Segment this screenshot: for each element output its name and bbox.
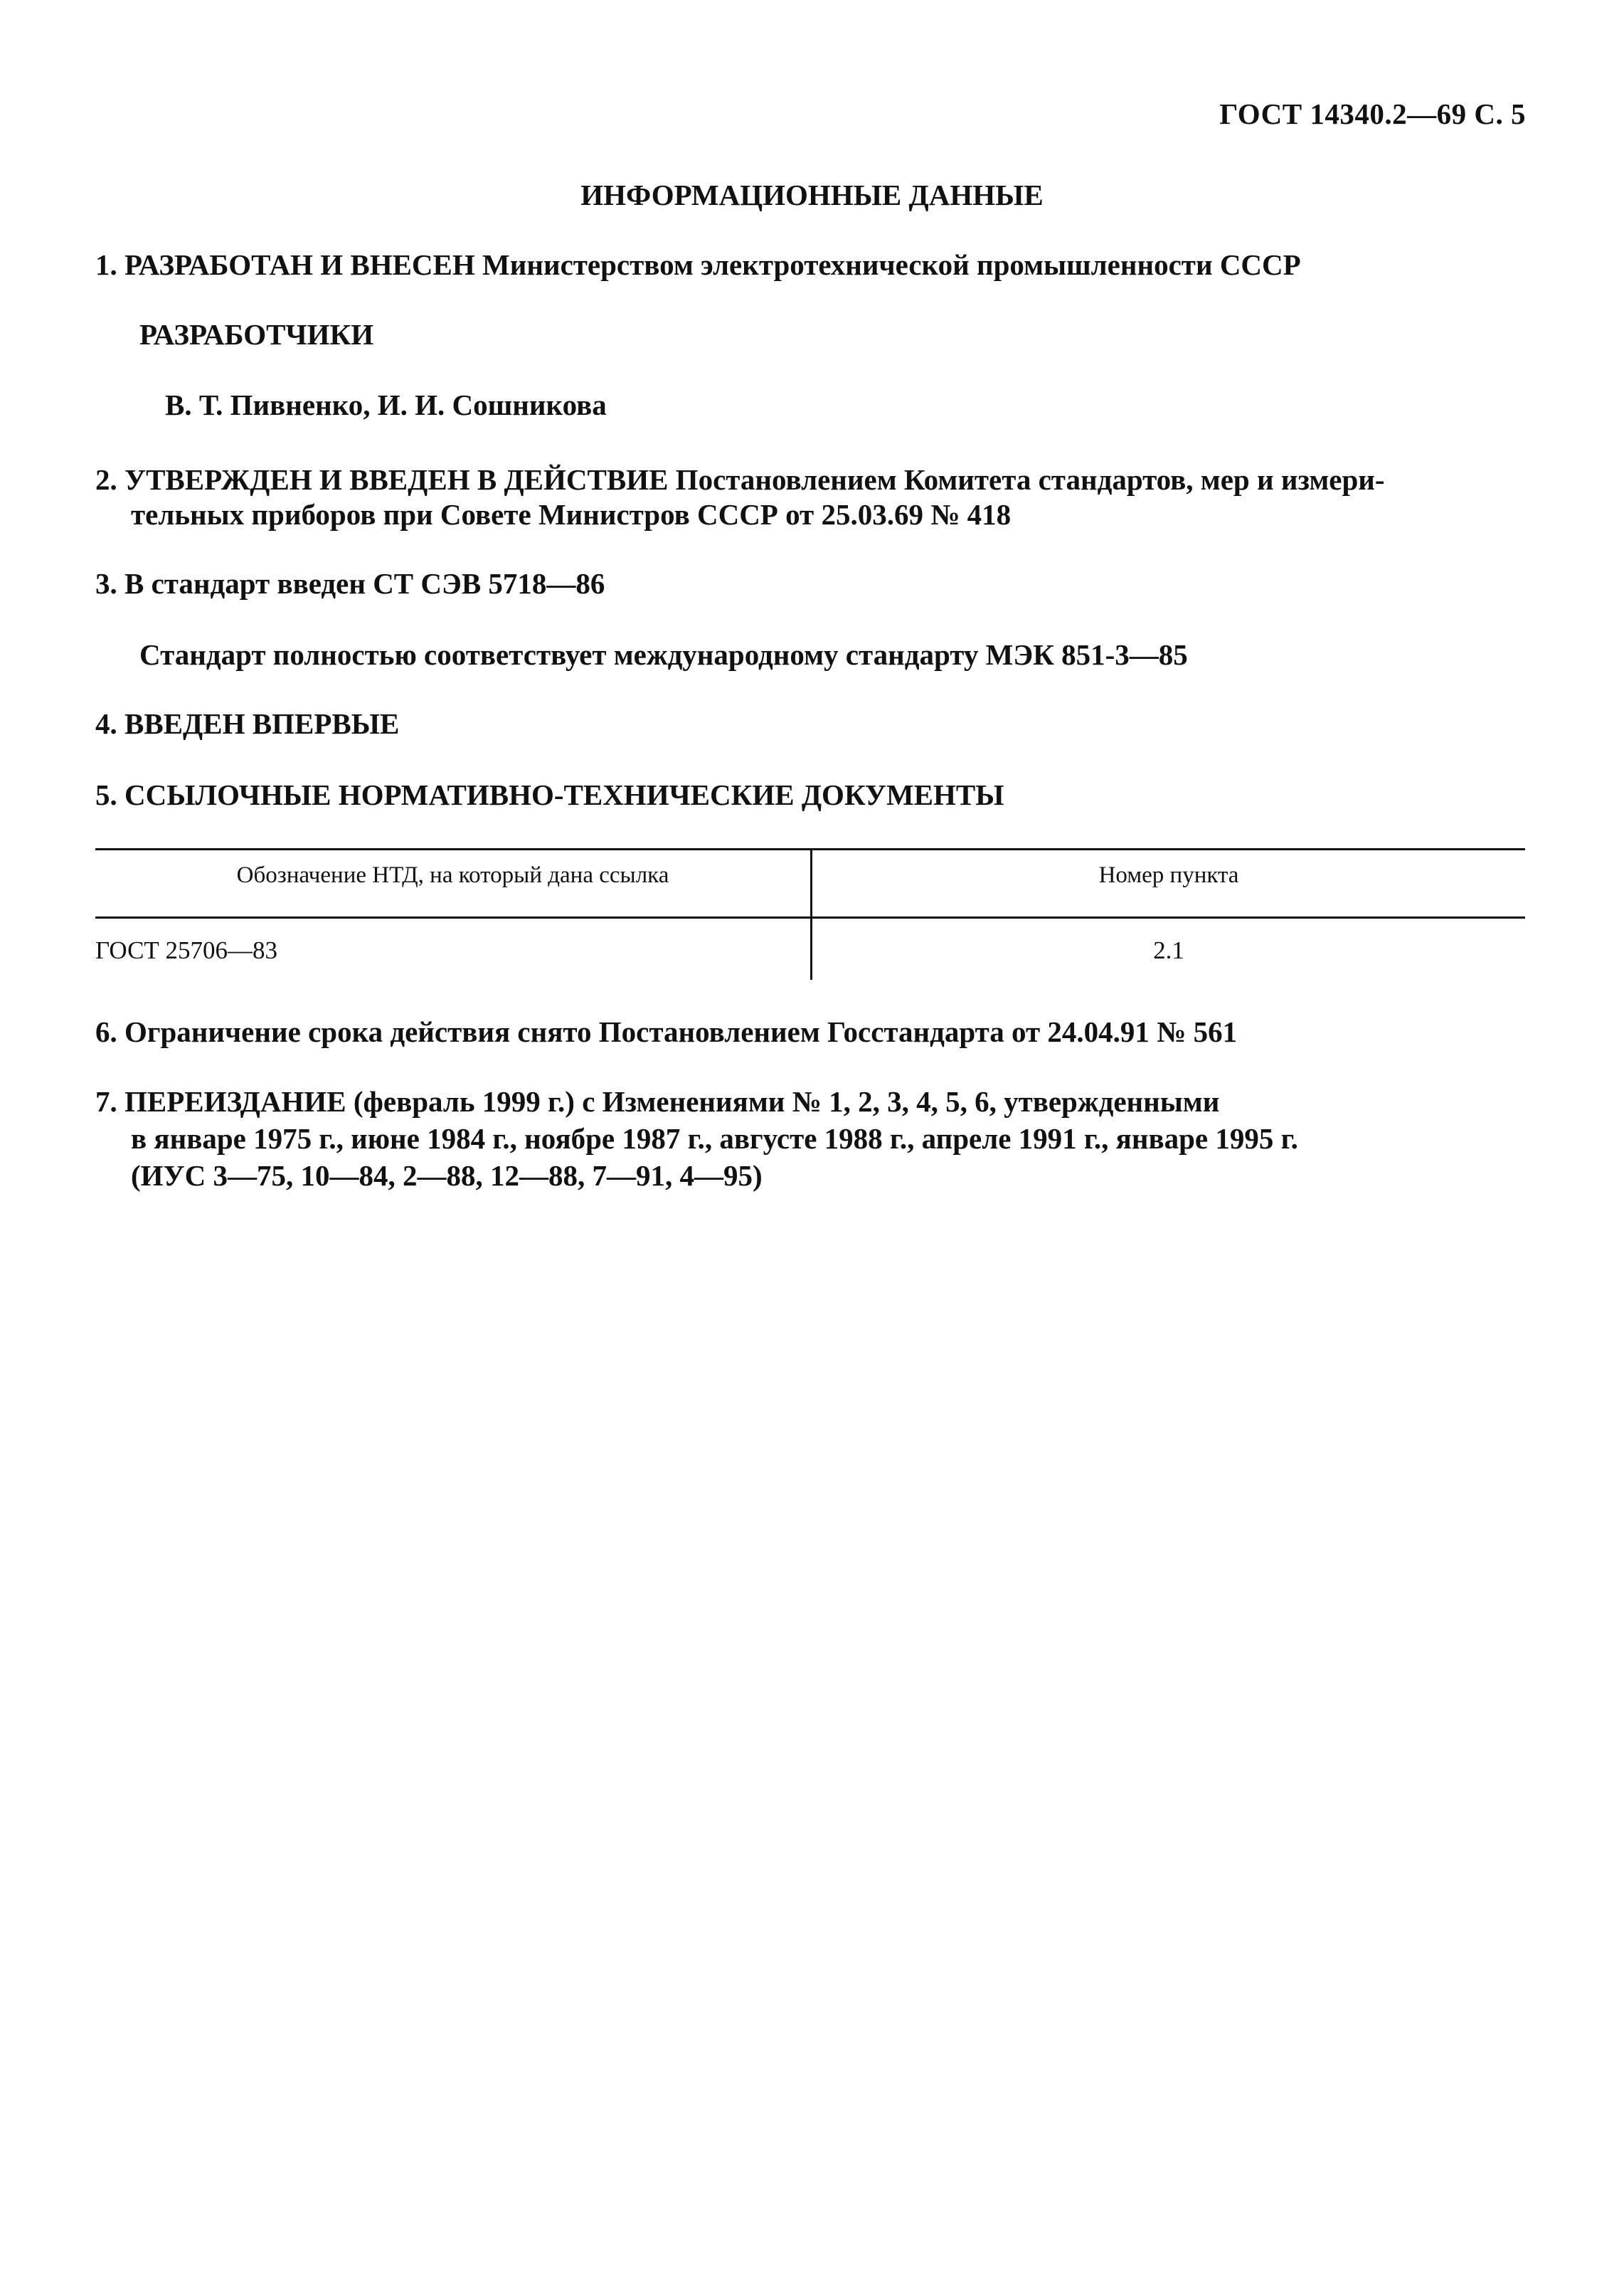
table-cell-clause: 2.1 xyxy=(1153,936,1184,964)
item-1-developed-by: 1. РАЗРАБОТАН И ВНЕСЕН Министерством электротехнической промышленности СССР xyxy=(95,248,1301,281)
item-7-reissue-line-2: в январе 1975 г., июне 1984 г., ноябре 1987 г., августе 1988 г., апреле 1991 г., январе 1995 г. xyxy=(131,1122,1298,1155)
table-header-clause: Номер пункта xyxy=(1098,862,1239,888)
developers-heading: РАЗРАБОТЧИКИ xyxy=(139,318,374,351)
item-6-validity-limit-removed: 6. Ограничение срока действия снято Постановлением Госстандарта от 24.04.91 № 561 xyxy=(95,1015,1238,1048)
item-4-introduced-first-time: 4. ВВЕДЕН ВПЕРВЫЕ xyxy=(95,707,400,740)
item-3-cmea-standard: 3. В стандарт введен СТ СЭВ 5718—86 xyxy=(95,567,605,600)
document-title: ИНФОРМАЦИОННЫЕ ДАННЫЕ xyxy=(580,179,1044,211)
item-2-approved-line-2: тельных приборов при Совете Министров СССР от 25.03.69 № 418 xyxy=(131,498,1012,531)
developers-names: В. Т. Пивненко, И. И. Сошникова xyxy=(165,389,607,421)
item-5-reference-documents: 5. ССЫЛОЧНЫЕ НОРМАТИВНО-ТЕХНИЧЕСКИЕ ДОКУМЕНТЫ xyxy=(95,778,1004,811)
item-3-iec-correspondence: Стандарт полностью соответствует международному стандарту МЭК 851-3—85 xyxy=(139,638,1188,671)
item-2-approved-line-1: 2. УТВЕРЖДЕН И ВВЕДЕН В ДЕЙСТВИЕ Постановлением Комитета стандартов, мер и измери- xyxy=(95,463,1385,496)
item-7-reissue-line-1: 7. ПЕРЕИЗДАНИЕ (февраль 1999 г.) с Изменениями № 1, 2, 3, 4, 5, 6, утвержденными xyxy=(95,1085,1220,1118)
table-header-document: Обозначение НТД, на который дана ссылка xyxy=(236,862,669,888)
item-7-reissue-line-3: (ИУС 3—75, 10—84, 2—88, 12—88, 7—91, 4—95) xyxy=(131,1159,763,1192)
page-reference-header: ГОСТ 14340.2—69 С. 5 xyxy=(1219,97,1526,130)
table-cell-document: ГОСТ 25706—83 xyxy=(95,936,278,964)
